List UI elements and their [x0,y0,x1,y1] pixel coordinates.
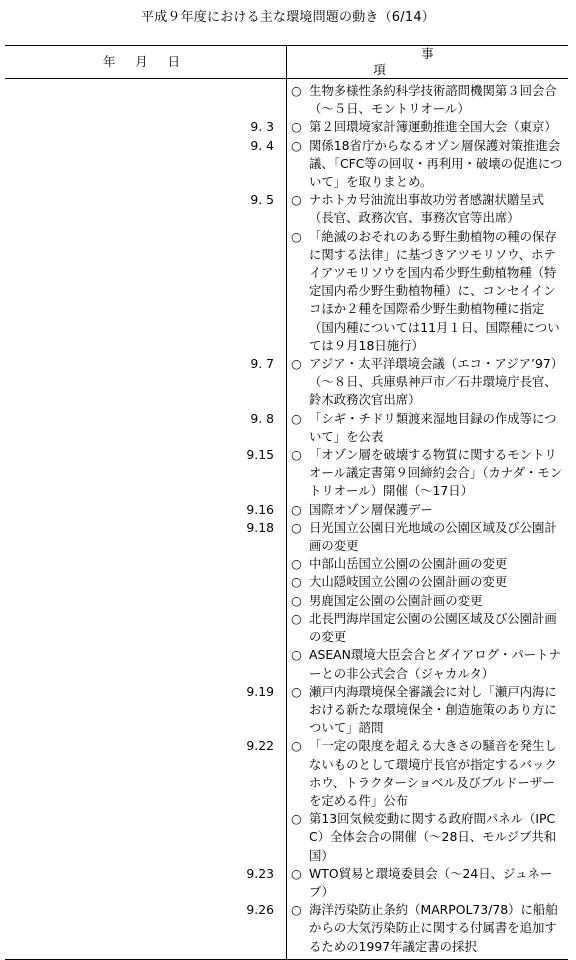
event-cell [287,118,569,136]
event-text: ASEAN環境大臣会合とダイアログ・パートナーとの非公式会合（ジャカルタ） [309,647,561,681]
circle-bullet-icon: ○ [291,501,302,517]
event-text: ナホトカ号油流出事故功労者感謝状贈呈式（長官、政務次官、事務次官等出席） [309,192,545,226]
circle-bullet-icon: ○ [291,811,302,827]
date-cell: 9.22 [5,737,287,864]
event-item [287,519,568,555]
date-cell: 9.23 [5,865,287,901]
circle-bullet-icon: ○ [291,410,302,426]
event-cell [287,683,569,738]
event-text: アジア・太平洋環境会議（エコ・アジア’97）（～８日、兵庫県神戸市／石井環境庁長官、鈴木政務次官出席） [309,356,564,408]
circle-bullet-icon: ○ [291,137,302,153]
circle-bullet-icon: ○ [291,683,302,699]
event-cell [287,501,569,519]
date-cell: 9.15 [5,446,287,501]
date-column-header: 年 月 日 [5,46,287,79]
table-row [5,519,568,683]
table-row [5,79,568,119]
event-cell [287,901,569,959]
date-cell: 9. 4 [5,137,287,192]
date-cell: 9.16 [5,501,287,519]
event-text: 「一定の限度を超える大きさの騒音を発生しないものとして環境庁長官が指定するバックホウ、トラクターショベル及びブルドーザーを定める件」公布 [309,738,557,808]
date-cell: 9.19 [5,683,287,738]
table-row [5,737,568,864]
event-item [287,191,568,227]
event-cell [287,410,569,446]
event-item [287,610,568,646]
event-text: 「シギ・チドリ類渡来湿地目録の作成等について」を公表 [309,410,557,444]
table-row [5,410,568,446]
table-row [5,355,568,410]
table-row [5,191,568,355]
event-text: 海洋汚染防止条約（MARPOL73/78）に船舶からの大気汚染防止に関する付属書を追加するための1997年議定書の採択 [309,902,558,954]
circle-bullet-icon: ○ [291,556,302,572]
chronology-table [5,45,568,960]
event-item [287,810,568,865]
circle-bullet-icon: ○ [291,83,302,98]
event-column-header: 事 項 [287,46,569,79]
circle-bullet-icon: ○ [291,228,302,244]
event-cell [287,355,569,410]
date-cell: 9. 3 [5,118,287,136]
event-text: 「絶滅のおそれのある野生動植物の種の保存に関する法律」に基づきアツモリソウ、ホテイアツモリソウを国内希少野生動植物種（特定国内希少野生動植物種）に、コンセイインコほか２種を国際希少野生動植物種に指定（国内種については11月１日、国際種については９月18日施行） [309,228,560,353]
event-text: 関係18省庁からなるオゾン層保護対策推進会議、「CFC等の回収・再利用・破壊の促進について」を取りまとめ。 [309,137,563,190]
circle-bullet-icon: ○ [291,902,302,918]
event-item [287,573,568,591]
event-text: 生物多様性条約科学技術諮問機関第３回会合（～５日、モントリオール） [309,83,557,117]
table-row [5,865,568,901]
circle-bullet-icon: ○ [291,356,302,372]
event-text: 瀬戸内海環境保全審議会に対し「瀬戸内海における新たな環境保全・創造施策のあり方について」諮問 [309,683,557,736]
circle-bullet-icon: ○ [291,647,302,663]
event-text: 北長門海岸国定公園の公園区域及び公園計画の変更 [309,610,557,645]
event-cell [287,865,569,901]
event-text: 日光国立公園日光地域の公園区域及び公園計画の変更 [309,519,557,554]
event-item [287,592,568,610]
event-text: 「オゾン層を破壊する物質に関するモントリオール議定書第９回締約会合」（カナダ・モントリオール）開催（～17日） [309,447,563,499]
date-cell: 9.18 [5,519,287,683]
circle-bullet-icon: ○ [291,574,302,590]
event-item [287,555,568,573]
circle-bullet-icon: ○ [291,865,302,881]
event-text: 国際オゾン層保護デー [309,501,433,517]
circle-bullet-icon: ○ [291,119,302,135]
event-text: 中部山岳国立公園の公園計画の変更 [309,556,508,572]
circle-bullet-icon: ○ [291,192,302,208]
circle-bullet-icon: ○ [291,738,302,754]
event-cell [287,79,569,119]
date-cell: 9.26 [5,901,287,959]
event-cell [287,446,569,501]
event-item [287,82,568,118]
date-cell: 9. 5 [5,191,287,355]
circle-bullet-icon: ○ [291,519,302,535]
circle-bullet-icon: ○ [291,592,302,608]
event-item [287,865,568,901]
event-cell [287,137,569,192]
table-row [5,118,568,136]
event-text: 男鹿国定公園の公園計画の変更 [309,592,483,608]
event-item [287,355,568,410]
event-item [287,118,568,136]
event-item [287,683,568,738]
table-row [5,446,568,501]
table-row [5,901,568,959]
table-row [5,501,568,519]
event-cell [287,191,569,355]
circle-bullet-icon: ○ [291,447,302,463]
event-item [287,901,568,956]
event-text: 第２回環境家計簿運動推進全国大会（東京） [309,119,557,135]
event-item [287,737,568,810]
date-cell: 9. 8 [5,410,287,446]
event-cell [287,519,569,683]
event-item [287,410,568,446]
table-row [5,683,568,738]
event-cell [287,737,569,864]
page-title: 平成９年度における主な環境問題の動き（6/14） [141,10,435,25]
table-body [5,79,568,960]
circle-bullet-icon: ○ [291,610,302,626]
event-item [287,646,568,682]
date-cell: 9. 7 [5,355,287,410]
event-item [287,446,568,501]
table-header-row [5,46,568,79]
event-item [287,501,568,519]
event-text: WTO貿易と環境委員会（～24日、ジュネーブ） [309,865,553,899]
event-item [287,137,568,192]
table-row [5,137,568,192]
date-cell [5,79,287,119]
event-item [287,228,568,355]
event-text: 第13回気候変動に関する政府間パネル（IPCC）全体会合の開催（～28日、モルジブ共和国） [309,811,557,863]
event-text: 大山隠岐国立公園の公園計画の変更 [309,574,508,590]
